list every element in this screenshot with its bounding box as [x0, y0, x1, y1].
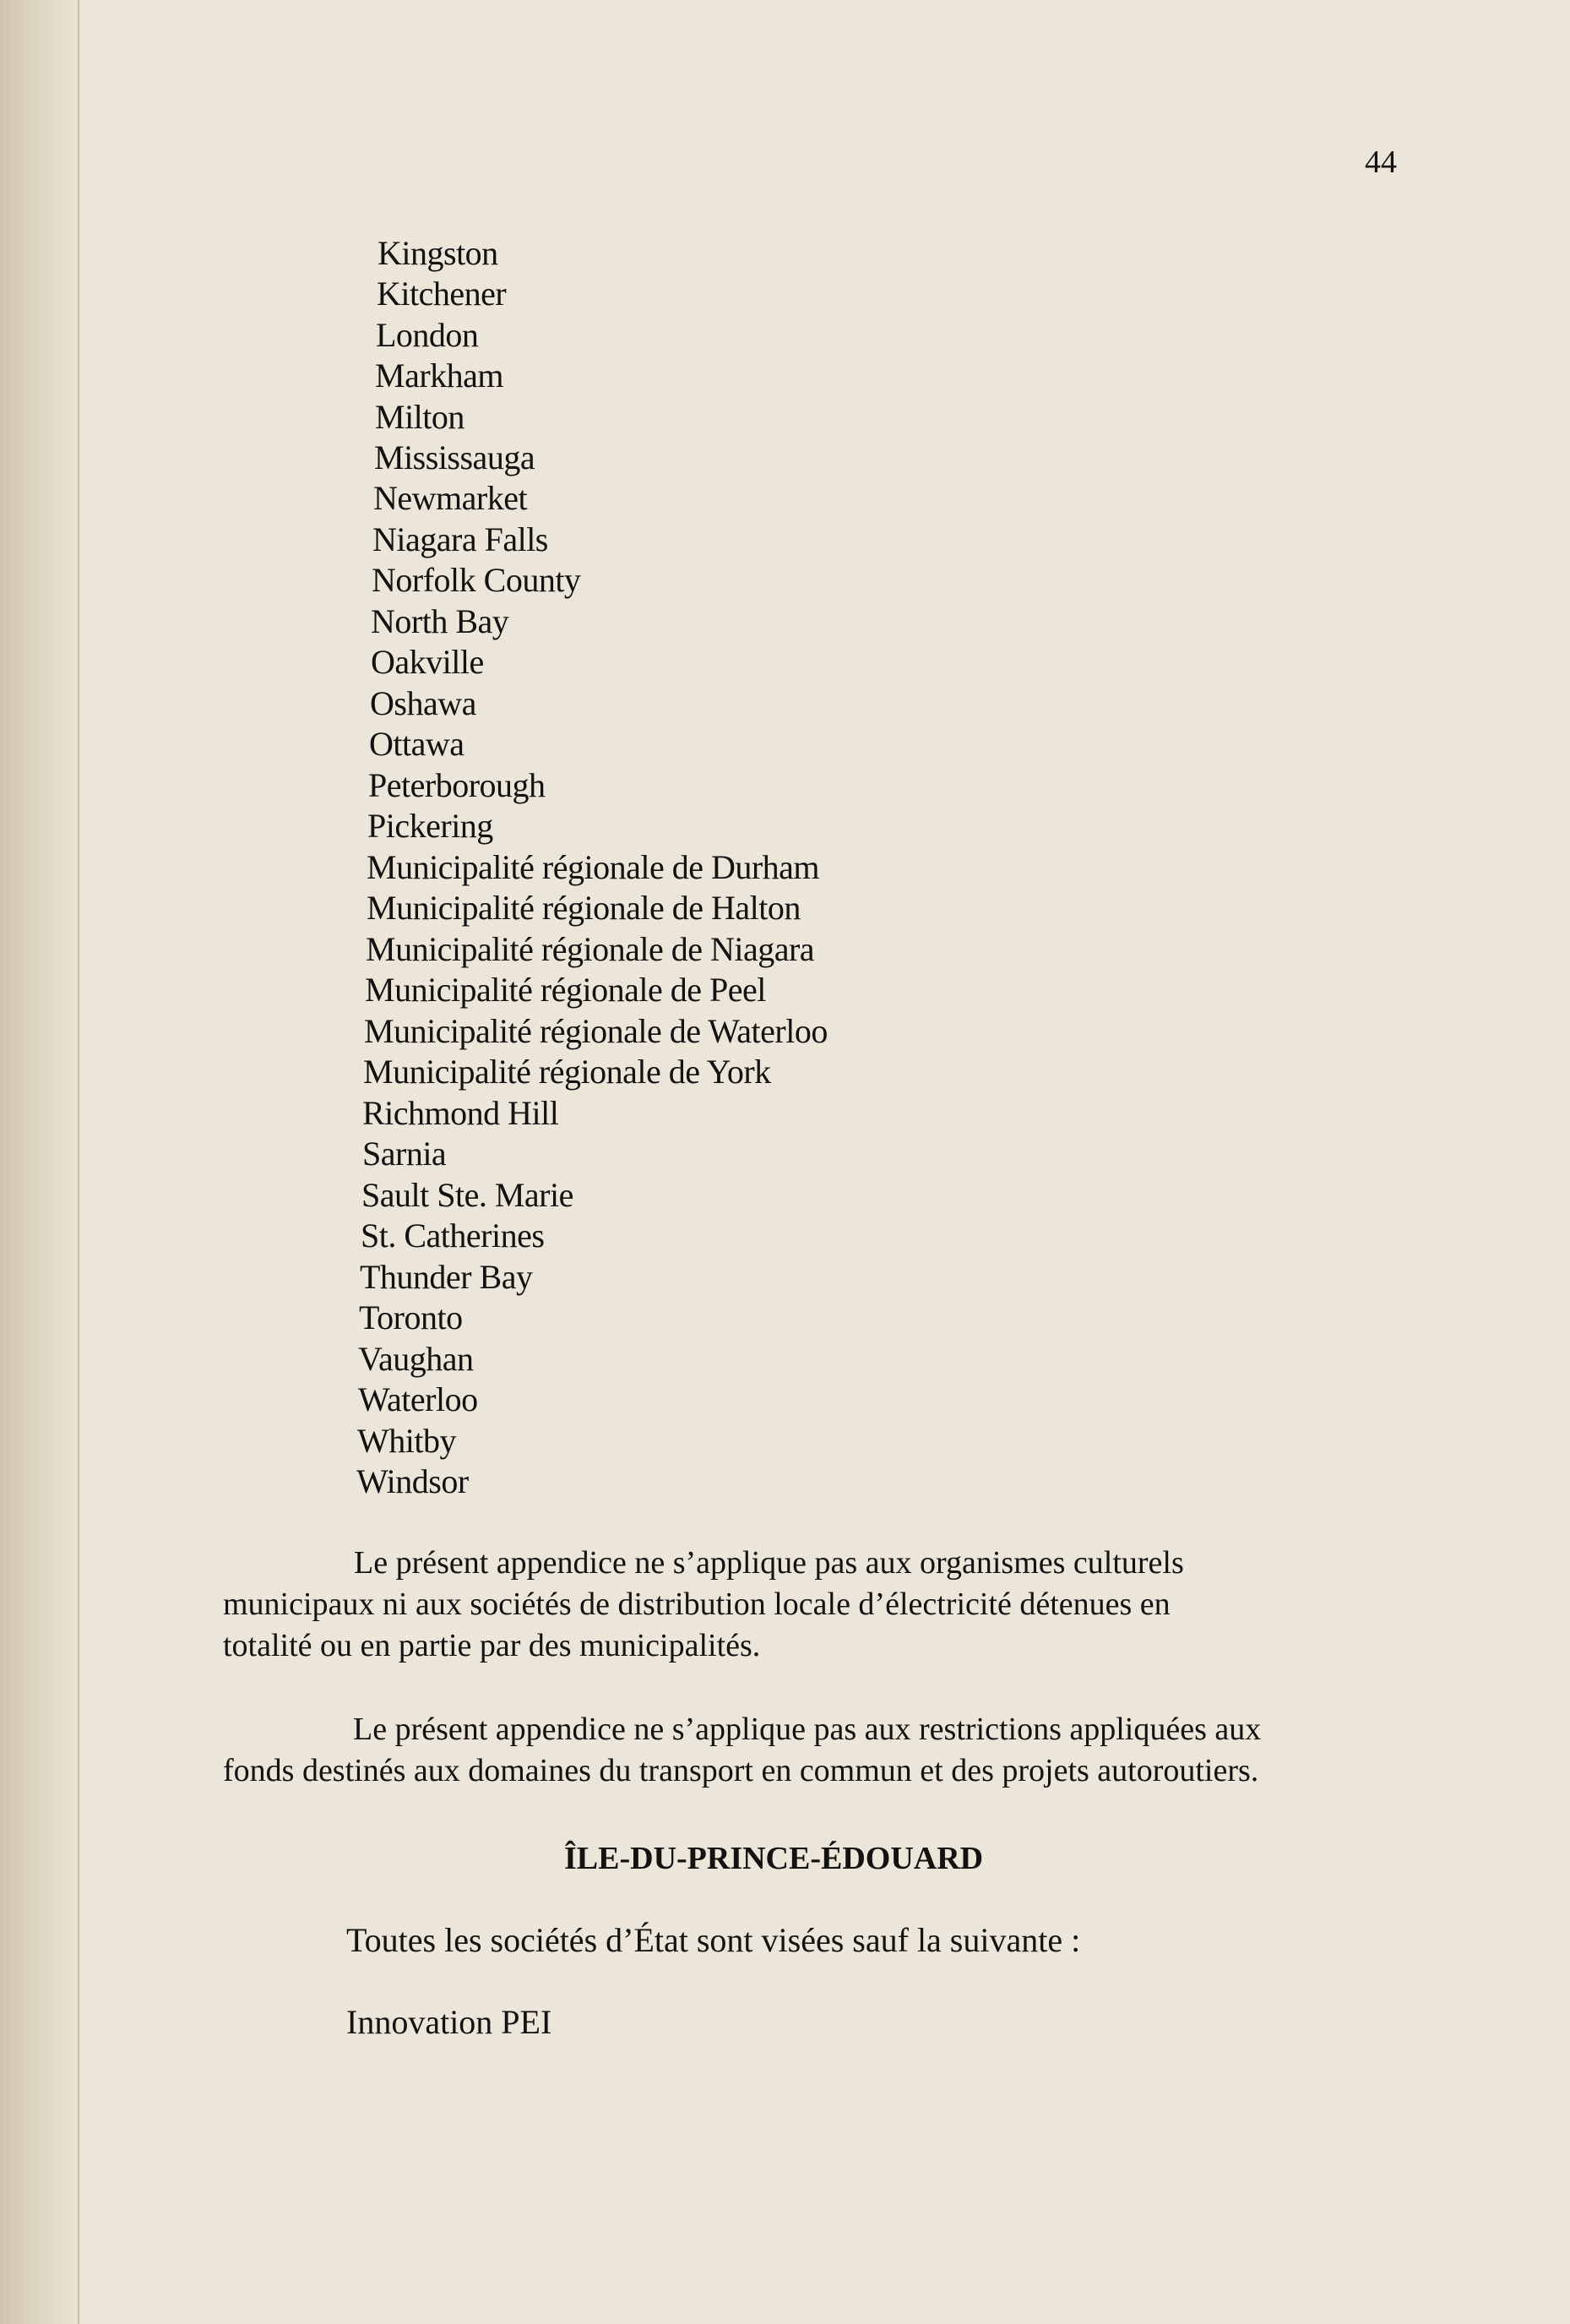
list-item: Pickering	[367, 807, 493, 845]
list-item: Toronto	[359, 1298, 463, 1336]
paragraph-line: Le présent appendice ne s’applique pas aux organismes culturels	[354, 1545, 1184, 1581]
book-spine-shadow	[0, 0, 84, 2324]
list-item: Municipalité régionale de Niagara	[366, 930, 815, 968]
paragraph-line: municipaux ni aux sociétés de distribution locale d’électricité détenues en	[223, 1587, 1171, 1622]
list-item: Newmarket	[373, 479, 528, 517]
paragraph-cultural-exclusion	[223, 1543, 1388, 1667]
page-number: 44	[1365, 144, 1397, 180]
list-item: Oshawa	[370, 684, 476, 722]
paragraph-transit-exclusion	[223, 1709, 1388, 1792]
list-item: Ottawa	[369, 725, 464, 763]
list-item: Municipalité régionale de Halton	[367, 889, 801, 927]
page-edge	[78, 0, 79, 2324]
list-item: Municipalité régionale de Waterloo	[364, 1012, 828, 1050]
list-item: Markham	[375, 356, 504, 395]
list-item: Niagara Falls	[372, 520, 548, 558]
list-item: Windsor	[356, 1462, 469, 1500]
list-item: London	[376, 316, 479, 354]
section-heading: ÎLE-DU-PRINCE-ÉDOUARD	[564, 1841, 984, 1876]
exception-entity: Innovation PEI	[346, 2003, 552, 2041]
list-item: Kitchener	[377, 275, 507, 313]
list-item: Vaughan	[358, 1340, 474, 1378]
list-item: Municipalité régionale de Durham	[367, 848, 820, 886]
paragraph-line: fonds destinés aux domaines du transport en commun et des projets autoroutiers.	[223, 1753, 1259, 1788]
list-item: North Bay	[371, 602, 509, 640]
list-item: Sault Ste. Marie	[361, 1176, 573, 1214]
list-item: Kingston	[378, 234, 498, 272]
list-item: Whitby	[357, 1422, 456, 1460]
list-item: Oakville	[371, 643, 484, 681]
list-item: Municipalité régionale de Peel	[365, 971, 766, 1009]
list-item: Mississauga	[374, 438, 535, 476]
section-intro: Toutes les sociétés d’État sont visées sauf la suivante :	[346, 1921, 1081, 1959]
list-item: Norfolk County	[372, 561, 581, 599]
list-item: Milton	[375, 398, 464, 436]
list-item: Thunder Bay	[360, 1258, 533, 1296]
paragraph-line: Le présent appendice ne s’applique pas aux restrictions appliquées aux	[353, 1712, 1262, 1747]
list-item: Peterborough	[368, 766, 546, 804]
list-item: Richmond Hill	[362, 1094, 559, 1132]
paragraph-line: totalité ou en partie par des municipalités.	[223, 1628, 761, 1663]
list-item: Sarnia	[362, 1135, 447, 1173]
list-item: Waterloo	[358, 1380, 478, 1418]
list-item: Municipalité régionale de York	[363, 1053, 771, 1091]
list-item: St. Catherines	[361, 1216, 545, 1255]
